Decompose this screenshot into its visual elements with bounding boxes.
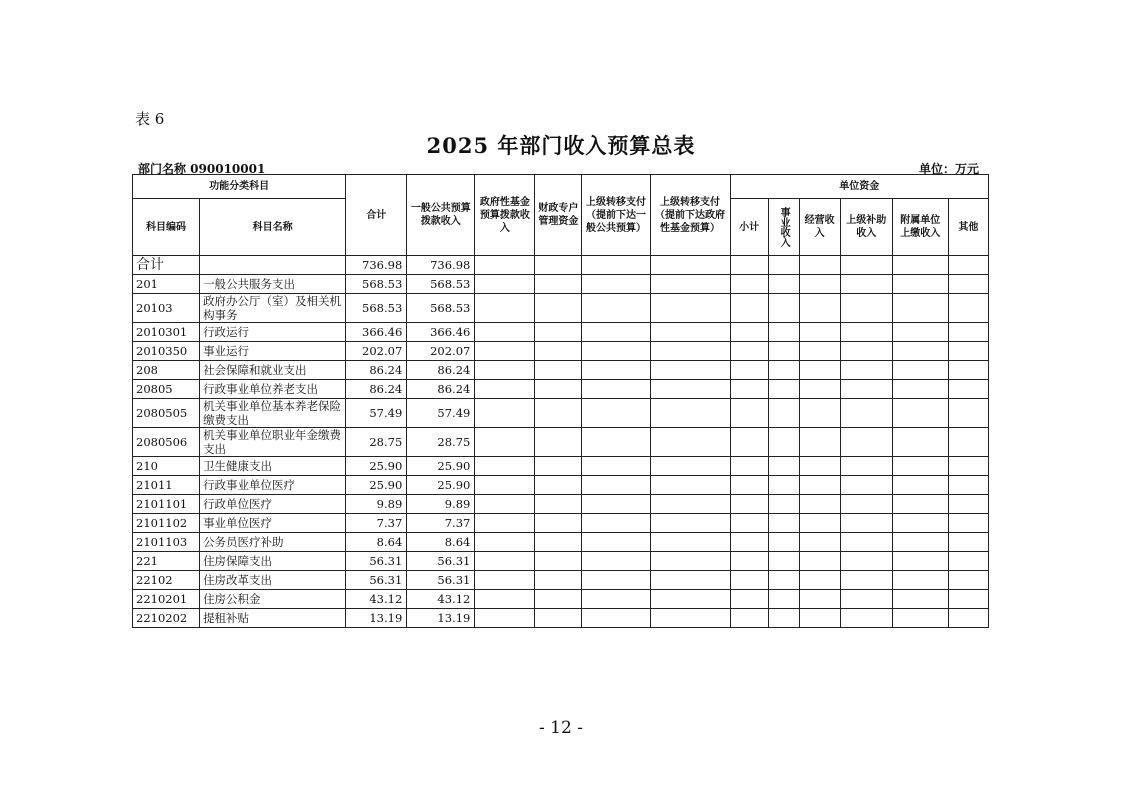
cell-general-budget: 43.12 (407, 590, 475, 609)
cell-subtotal (730, 609, 768, 628)
cell-subtotal (730, 256, 768, 275)
cell-affiliate-income (892, 361, 948, 380)
cell-name: 提租补贴 (200, 609, 346, 628)
cell-gov-fund (475, 323, 535, 342)
cell-gov-fund (475, 495, 535, 514)
cell-transfer-general (582, 342, 650, 361)
header-other: 其他 (948, 199, 988, 256)
cell-affiliate-income (892, 256, 948, 275)
table-row (133, 275, 989, 294)
cell-code: 2210202 (133, 609, 200, 628)
cell-gov-fund (475, 609, 535, 628)
cell-subtotal (730, 361, 768, 380)
cell-affiliate-income (892, 294, 948, 323)
cell-general-budget: 86.24 (407, 361, 475, 380)
cell-gov-fund (475, 457, 535, 476)
cell-business-income (799, 533, 840, 552)
cell-gov-fund (475, 380, 535, 399)
cell-business-income (799, 495, 840, 514)
header-gov-fund: 政府性基金预算拨款收入 (475, 175, 535, 256)
header-transfer-fund: 上级转移支付（提前下达政府性基金预算） (650, 175, 730, 256)
cell-other (948, 590, 988, 609)
cell-code: 20805 (133, 380, 200, 399)
cell-general-budget: 13.19 (407, 609, 475, 628)
cell-career-income (768, 399, 799, 428)
cell-subsidy-income (840, 399, 892, 428)
cell-transfer-fund (650, 294, 730, 323)
cell-other (948, 380, 988, 399)
cell-subsidy-income (840, 476, 892, 495)
cell-name: 机关事业单位基本养老保险缴费支出 (200, 399, 346, 428)
cell-other (948, 399, 988, 428)
cell-transfer-general (582, 380, 650, 399)
cell-transfer-fund (650, 428, 730, 457)
table-row (133, 428, 989, 457)
cell-gov-fund (475, 361, 535, 380)
cell-total: 568.53 (346, 275, 407, 294)
header-code: 科目编码 (133, 199, 200, 256)
table-header (133, 175, 989, 256)
cell-gov-fund (475, 476, 535, 495)
cell-business-income (799, 514, 840, 533)
cell-general-budget: 25.90 (407, 476, 475, 495)
cell-subsidy-income (840, 323, 892, 342)
cell-name: 行政运行 (200, 323, 346, 342)
cell-career-income (768, 342, 799, 361)
cell-subtotal (730, 552, 768, 571)
cell-business-income (799, 552, 840, 571)
cell-subtotal (730, 294, 768, 323)
cell-transfer-fund (650, 590, 730, 609)
cell-career-income (768, 609, 799, 628)
cell-affiliate-income (892, 571, 948, 590)
cell-subtotal (730, 590, 768, 609)
cell-transfer-general (582, 609, 650, 628)
header-total: 合计 (346, 175, 407, 256)
cell-name: 机关事业单位职业年金缴费支出 (200, 428, 346, 457)
cell-name: 住房公积金 (200, 590, 346, 609)
cell-transfer-fund (650, 256, 730, 275)
cell-business-income (799, 476, 840, 495)
table-row (133, 361, 989, 380)
cell-career-income (768, 590, 799, 609)
cell-career-income (768, 361, 799, 380)
cell-total: 56.31 (346, 552, 407, 571)
header-function-category: 功能分类科目 (133, 175, 346, 199)
table-row (133, 590, 989, 609)
cell-transfer-general (582, 495, 650, 514)
cell-career-income (768, 552, 799, 571)
cell-transfer-general (582, 399, 650, 428)
cell-total: 56.31 (346, 571, 407, 590)
cell-career-income (768, 256, 799, 275)
cell-gov-fund (475, 256, 535, 275)
cell-transfer-fund (650, 476, 730, 495)
cell-code: 208 (133, 361, 200, 380)
cell-total: 366.46 (346, 323, 407, 342)
cell-transfer-general (582, 256, 650, 275)
cell-transfer-fund (650, 552, 730, 571)
cell-business-income (799, 571, 840, 590)
cell-code: 21011 (133, 476, 200, 495)
cell-special-account (535, 533, 582, 552)
cell-total: 86.24 (346, 380, 407, 399)
cell-transfer-fund (650, 380, 730, 399)
cell-name: 行政事业单位医疗 (200, 476, 346, 495)
cell-name: 卫生健康支出 (200, 457, 346, 476)
table-row (133, 514, 989, 533)
header-career-income (768, 199, 799, 256)
cell-transfer-general (582, 571, 650, 590)
cell-total: 9.89 (346, 495, 407, 514)
cell-subtotal (730, 533, 768, 552)
cell-subsidy-income (840, 571, 892, 590)
cell-other (948, 609, 988, 628)
header-unit-funds: 单位资金 (730, 175, 988, 199)
cell-transfer-general (582, 590, 650, 609)
cell-other (948, 294, 988, 323)
cell-transfer-fund (650, 342, 730, 361)
cell-other (948, 256, 988, 275)
cell-general-budget: 7.37 (407, 514, 475, 533)
cell-transfer-fund (650, 361, 730, 380)
cell-subsidy-income (840, 428, 892, 457)
cell-total: 57.49 (346, 399, 407, 428)
cell-subtotal (730, 380, 768, 399)
cell-other (948, 457, 988, 476)
cell-name (200, 256, 346, 275)
cell-affiliate-income (892, 457, 948, 476)
cell-subtotal (730, 476, 768, 495)
cell-affiliate-income (892, 609, 948, 628)
table-row (133, 495, 989, 514)
cell-career-income (768, 476, 799, 495)
cell-subtotal (730, 514, 768, 533)
cell-code: 201 (133, 275, 200, 294)
cell-subsidy-income (840, 552, 892, 571)
cell-total: 86.24 (346, 361, 407, 380)
table-row (133, 323, 989, 342)
table-row (133, 552, 989, 571)
cell-transfer-fund (650, 571, 730, 590)
cell-business-income (799, 609, 840, 628)
cell-total: 7.37 (346, 514, 407, 533)
cell-affiliate-income (892, 495, 948, 514)
cell-career-income (768, 323, 799, 342)
cell-general-budget: 736.98 (407, 256, 475, 275)
cell-subtotal (730, 571, 768, 590)
cell-special-account (535, 457, 582, 476)
table-tag: 表 6 (135, 110, 165, 128)
table-row (133, 399, 989, 428)
header-general-budget: 一般公共预算拨款收入 (407, 175, 475, 256)
cell-affiliate-income (892, 342, 948, 361)
table-row (133, 571, 989, 590)
cell-special-account (535, 609, 582, 628)
cell-subtotal (730, 275, 768, 294)
cell-subsidy-income (840, 533, 892, 552)
cell-code: 2210201 (133, 590, 200, 609)
table-row (133, 380, 989, 399)
cell-career-income (768, 275, 799, 294)
cell-subsidy-income (840, 275, 892, 294)
cell-other (948, 533, 988, 552)
cell-gov-fund (475, 552, 535, 571)
cell-subtotal (730, 457, 768, 476)
cell-special-account (535, 380, 582, 399)
cell-name: 社会保障和就业支出 (200, 361, 346, 380)
cell-name: 事业单位医疗 (200, 514, 346, 533)
cell-transfer-general (582, 323, 650, 342)
cell-career-income (768, 514, 799, 533)
cell-code: 2010301 (133, 323, 200, 342)
cell-total: 736.98 (346, 256, 407, 275)
cell-transfer-fund (650, 399, 730, 428)
cell-other (948, 552, 988, 571)
cell-special-account (535, 323, 582, 342)
cell-business-income (799, 361, 840, 380)
cell-special-account (535, 275, 582, 294)
cell-transfer-general (582, 457, 650, 476)
cell-special-account (535, 399, 582, 428)
total-row (133, 256, 989, 275)
cell-business-income (799, 323, 840, 342)
cell-transfer-fund (650, 275, 730, 294)
cell-transfer-general (582, 361, 650, 380)
cell-transfer-fund (650, 323, 730, 342)
cell-transfer-fund (650, 514, 730, 533)
cell-name: 行政事业单位养老支出 (200, 380, 346, 399)
table-body (133, 256, 989, 628)
header-subtotal: 小计 (730, 199, 768, 256)
cell-transfer-fund (650, 495, 730, 514)
cell-subtotal (730, 495, 768, 514)
unit-label: 单位：万元 (918, 162, 979, 176)
cell-business-income (799, 457, 840, 476)
table-row (133, 533, 989, 552)
table-row (133, 342, 989, 361)
cell-other (948, 323, 988, 342)
cell-subsidy-income (840, 590, 892, 609)
cell-gov-fund (475, 428, 535, 457)
cell-general-budget: 202.07 (407, 342, 475, 361)
cell-career-income (768, 495, 799, 514)
cell-transfer-general (582, 533, 650, 552)
cell-subsidy-income (840, 457, 892, 476)
cell-general-budget: 56.31 (407, 571, 475, 590)
cell-subtotal (730, 399, 768, 428)
cell-general-budget: 8.64 (407, 533, 475, 552)
cell-affiliate-income (892, 514, 948, 533)
cell-code: 2010350 (133, 342, 200, 361)
cell-gov-fund (475, 342, 535, 361)
cell-subsidy-income (840, 380, 892, 399)
cell-career-income (768, 457, 799, 476)
cell-business-income (799, 294, 840, 323)
cell-special-account (535, 256, 582, 275)
cell-transfer-general (582, 275, 650, 294)
table-row (133, 294, 989, 323)
cell-affiliate-income (892, 275, 948, 294)
cell-total: 13.19 (346, 609, 407, 628)
cell-affiliate-income (892, 399, 948, 428)
cell-general-budget: 568.53 (407, 294, 475, 323)
cell-name: 住房保障支出 (200, 552, 346, 571)
header-business-income: 经营收入 (799, 199, 840, 256)
cell-gov-fund (475, 514, 535, 533)
cell-general-budget: 28.75 (407, 428, 475, 457)
header-name: 科目名称 (200, 199, 346, 256)
cell-subsidy-income (840, 256, 892, 275)
cell-total: 202.07 (346, 342, 407, 361)
cell-other (948, 476, 988, 495)
cell-other (948, 361, 988, 380)
cell-transfer-general (582, 514, 650, 533)
cell-code: 221 (133, 552, 200, 571)
cell-code: 2101102 (133, 514, 200, 533)
cell-code: 2080505 (133, 399, 200, 428)
header-special-account: 财政专户管理资金 (535, 175, 582, 256)
cell-special-account (535, 476, 582, 495)
cell-name: 政府办公厅（室）及相关机构事务 (200, 294, 346, 323)
cell-transfer-general (582, 552, 650, 571)
cell-code: 2101103 (133, 533, 200, 552)
cell-special-account (535, 514, 582, 533)
cell-special-account (535, 571, 582, 590)
budget-table (132, 174, 989, 628)
cell-transfer-general (582, 476, 650, 495)
cell-subsidy-income (840, 609, 892, 628)
cell-business-income (799, 428, 840, 457)
cell-subsidy-income (840, 361, 892, 380)
cell-transfer-fund (650, 457, 730, 476)
header-subsidy-income: 上级补助收入 (840, 199, 892, 256)
cell-business-income (799, 256, 840, 275)
cell-career-income (768, 380, 799, 399)
cell-code: 合计 (133, 256, 200, 275)
cell-other (948, 342, 988, 361)
cell-other (948, 275, 988, 294)
cell-affiliate-income (892, 428, 948, 457)
cell-general-budget: 56.31 (407, 552, 475, 571)
cell-special-account (535, 428, 582, 457)
cell-gov-fund (475, 399, 535, 428)
cell-code: 210 (133, 457, 200, 476)
cell-gov-fund (475, 571, 535, 590)
cell-total: 25.90 (346, 476, 407, 495)
cell-subsidy-income (840, 294, 892, 323)
cell-business-income (799, 590, 840, 609)
header-career-income-text: 事业收入 (778, 207, 790, 247)
cell-general-budget: 9.89 (407, 495, 475, 514)
cell-other (948, 428, 988, 457)
cell-gov-fund (475, 590, 535, 609)
cell-total: 28.75 (346, 428, 407, 457)
cell-transfer-fund (650, 609, 730, 628)
cell-career-income (768, 428, 799, 457)
cell-general-budget: 366.46 (407, 323, 475, 342)
cell-transfer-general (582, 428, 650, 457)
cell-subsidy-income (840, 514, 892, 533)
cell-general-budget: 568.53 (407, 275, 475, 294)
cell-other (948, 495, 988, 514)
cell-gov-fund (475, 533, 535, 552)
cell-affiliate-income (892, 380, 948, 399)
cell-total: 43.12 (346, 590, 407, 609)
cell-career-income (768, 571, 799, 590)
cell-code: 22102 (133, 571, 200, 590)
cell-other (948, 514, 988, 533)
table-row (133, 476, 989, 495)
cell-code: 20103 (133, 294, 200, 323)
cell-name: 一般公共服务支出 (200, 275, 346, 294)
cell-special-account (535, 342, 582, 361)
cell-career-income (768, 294, 799, 323)
cell-transfer-general (582, 294, 650, 323)
cell-special-account (535, 590, 582, 609)
page-title: 2025 年部门收入预算总表 (426, 133, 696, 158)
cell-business-income (799, 342, 840, 361)
cell-general-budget: 86.24 (407, 380, 475, 399)
cell-business-income (799, 275, 840, 294)
cell-total: 8.64 (346, 533, 407, 552)
cell-subtotal (730, 342, 768, 361)
cell-affiliate-income (892, 533, 948, 552)
cell-code: 2080506 (133, 428, 200, 457)
cell-affiliate-income (892, 590, 948, 609)
cell-general-budget: 57.49 (407, 399, 475, 428)
cell-name: 行政单位医疗 (200, 495, 346, 514)
cell-affiliate-income (892, 476, 948, 495)
cell-subtotal (730, 428, 768, 457)
cell-subsidy-income (840, 495, 892, 514)
header-transfer-general: 上级转移支付（提前下达一般公共预算） (582, 175, 650, 256)
cell-career-income (768, 533, 799, 552)
cell-total: 25.90 (346, 457, 407, 476)
cell-subtotal (730, 323, 768, 342)
table-row (133, 457, 989, 476)
cell-special-account (535, 495, 582, 514)
cell-special-account (535, 294, 582, 323)
cell-special-account (535, 552, 582, 571)
cell-special-account (535, 361, 582, 380)
cell-subsidy-income (840, 342, 892, 361)
cell-business-income (799, 380, 840, 399)
header-affiliate-income: 附属单位上缴收入 (892, 199, 948, 256)
cell-other (948, 571, 988, 590)
cell-transfer-fund (650, 533, 730, 552)
department-label: 部门名称 090010001 (138, 162, 266, 176)
cell-name: 事业运行 (200, 342, 346, 361)
cell-affiliate-income (892, 552, 948, 571)
page-number: - 12 - (539, 718, 583, 738)
cell-business-income (799, 399, 840, 428)
table-row (133, 609, 989, 628)
cell-affiliate-income (892, 323, 948, 342)
cell-name: 住房改革支出 (200, 571, 346, 590)
cell-gov-fund (475, 275, 535, 294)
cell-gov-fund (475, 294, 535, 323)
cell-total: 568.53 (346, 294, 407, 323)
cell-general-budget: 25.90 (407, 457, 475, 476)
cell-name: 公务员医疗补助 (200, 533, 346, 552)
cell-code: 2101101 (133, 495, 200, 514)
